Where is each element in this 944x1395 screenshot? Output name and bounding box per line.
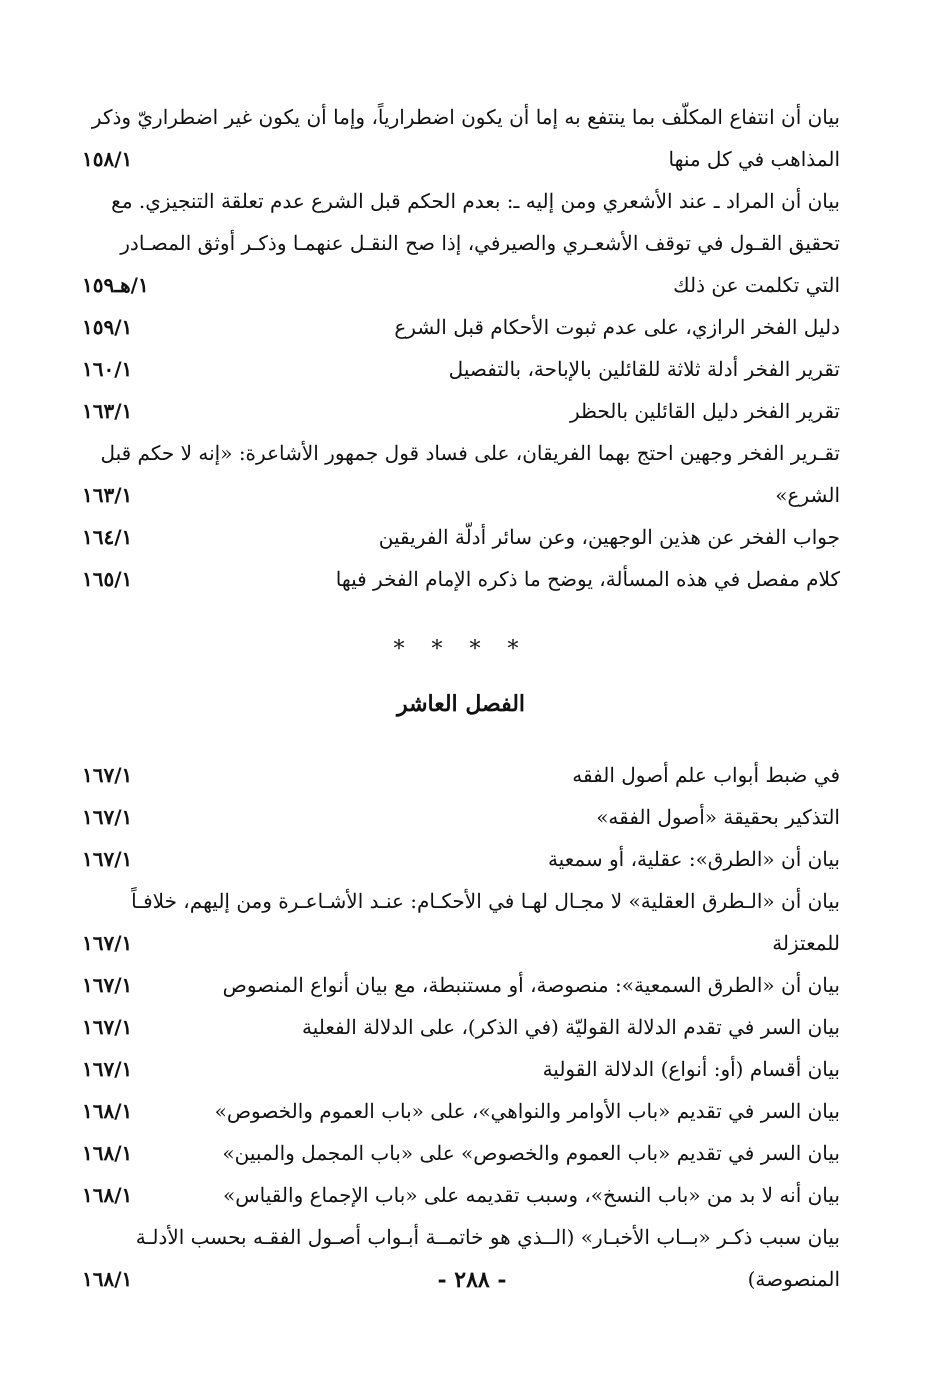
- chapter-entries-list: [82, 754, 840, 1300]
- entry-page-ref: ١٦٥/١: [82, 567, 133, 591]
- page-number: - ٢٨٨ -: [437, 1267, 507, 1293]
- entry-page-ref: ١٦٧/١: [82, 763, 133, 787]
- entry-last-line: [82, 558, 840, 600]
- page-content: [82, 96, 840, 1300]
- entry-text: بيان أن «الطرق»: عقلية، أو سمعية: [547, 847, 840, 871]
- entry-text: تحقيق القـول في توقف الأشعـري والصيرفي، إذا صح النقـل عنهمـا وذكـر أوثق المصـادر: [120, 231, 840, 255]
- entry-page-ref: ١٦٣/١: [82, 399, 133, 423]
- entry-text: للمعتزلة: [772, 931, 840, 955]
- entry-last-line: [82, 474, 840, 516]
- entry-page-ref: ١٦٣/١: [82, 483, 133, 507]
- entry-text: بيان أقسام (أو: أنواع) الدلالة القولية: [542, 1057, 840, 1081]
- entry-text: التي تكلمت عن ذلك: [673, 273, 840, 297]
- toc-entry: [82, 348, 840, 390]
- entry-text: تقـرير الفخر وجهين احتج بهما الفريقان، على فساد قول جمهور الأشاعرة: «إنه لا حكم قبل: [100, 441, 840, 465]
- entry-text: بيان السر في تقديم «باب الأوامر والنواهي»، على «باب العموم والخصوص»: [214, 1099, 840, 1123]
- entry-text: المنصوصة): [747, 1267, 840, 1291]
- toc-entry: [82, 1006, 840, 1048]
- entry-line: [82, 180, 840, 222]
- entry-text: التذكير بحقيقة «أصول الفقه»: [596, 805, 840, 829]
- entry-last-line: [82, 964, 840, 1006]
- entry-text: كلام مفصل في هذه المسألة، يوضح ما ذكره الإمام الفخر فيها: [335, 567, 840, 591]
- entry-last-line: [82, 1048, 840, 1090]
- section-separator: * * * *: [393, 637, 529, 662]
- entry-text: الشرع»: [775, 483, 840, 507]
- entry-last-line: [82, 264, 840, 306]
- toc-entry: [82, 96, 840, 180]
- entry-text: بيان السر في تقديم «باب العموم والخصوص» على «باب المجمل والمبين»: [222, 1141, 840, 1165]
- entry-page-ref: ١٦٨/١: [82, 1141, 133, 1165]
- top-entries-list: [82, 96, 840, 600]
- entry-text: بيان أن المراد ـ عند الأشعري ومن إليه ـ: بعدم الحكم قبل الشرع عدم تعلقة التنجيزي. مع: [111, 189, 840, 213]
- entry-page-ref: ١٦٧/١: [82, 847, 133, 871]
- entry-line: [82, 222, 840, 264]
- toc-entry: [82, 1174, 840, 1216]
- toc-entry: [82, 432, 840, 516]
- entry-page-ref: ١/هـ١٥٩: [82, 273, 149, 297]
- entry-page-ref: ١٦٨/١: [82, 1267, 133, 1291]
- entry-last-line: [82, 138, 840, 180]
- entry-line: [82, 1216, 840, 1258]
- entry-page-ref: ١٦٠/١: [82, 357, 133, 381]
- entry-last-line: [82, 1090, 840, 1132]
- toc-entry: [82, 390, 840, 432]
- entry-page-ref: ١٦٨/١: [82, 1183, 133, 1207]
- chapter-title: الفصل العاشر: [396, 691, 526, 717]
- entry-last-line: [82, 796, 840, 838]
- entry-text: بيان سبب ذكـر «بــاب الأخبـار» (الــذي هو خاتمــة أبـواب أصـول الفقـه بحسب الأدلـة: [135, 1225, 840, 1249]
- toc-entry: [82, 180, 840, 306]
- toc-entry: [82, 796, 840, 838]
- entry-last-line: [82, 1006, 840, 1048]
- toc-entry: [82, 964, 840, 1006]
- toc-entry: [82, 1132, 840, 1174]
- entry-text: جواب الفخر عن هذين الوجهين، وعن سائر أدلّة الفريقين: [378, 525, 840, 549]
- toc-entry: [82, 880, 840, 964]
- entry-text: بيان أن «الطرق السمعية»: منصوصة، أو مستنبطة، مع بيان أنواع المنصوص: [222, 973, 840, 997]
- entry-text: في ضبط أبواب علم أصول الفقه: [572, 763, 840, 787]
- entry-text: بيان أن «الـطرق العقلية» لا مجـال لهـا في الأحكـام: عنـد الأشـاعـرة ومن إليهم، خلافـاً: [131, 889, 840, 913]
- entry-page-ref: ١٦٤/١: [82, 525, 133, 549]
- entry-line: [82, 880, 840, 922]
- entry-page-ref: ١٦٧/١: [82, 973, 133, 997]
- entry-page-ref: ١٥٩/١: [82, 315, 133, 339]
- entry-text: بيان أنه لا بد من «باب النسخ»، وسبب تقديمه على «باب الإجماع والقياس»: [223, 1183, 840, 1207]
- entry-last-line: [82, 922, 840, 964]
- entry-last-line: [82, 348, 840, 390]
- entry-last-line: [82, 1174, 840, 1216]
- entry-text: المذاهب في كل منها: [668, 147, 840, 171]
- entry-last-line: [82, 516, 840, 558]
- entry-line: [82, 96, 840, 138]
- toc-entry: [82, 306, 840, 348]
- toc-entry: [82, 754, 840, 796]
- entry-page-ref: ١٦٧/١: [82, 805, 133, 829]
- entry-page-ref: ١٥٨/١: [82, 147, 133, 171]
- entry-page-ref: ١٦٧/١: [82, 1015, 133, 1039]
- toc-entry: [82, 516, 840, 558]
- toc-entry: [82, 1048, 840, 1090]
- entry-line: [82, 432, 840, 474]
- entry-last-line: [82, 306, 840, 348]
- toc-entry: [82, 558, 840, 600]
- entry-last-line: [82, 838, 840, 880]
- entry-page-ref: ١٦٨/١: [82, 1099, 133, 1123]
- toc-entry: [82, 838, 840, 880]
- entry-last-line: [82, 390, 840, 432]
- entry-text: تقرير الفخر أدلة ثلاثة للقائلين بالإباحة، بالتفصيل: [448, 357, 840, 381]
- entry-text: بيان السر في تقدم الدلالة القوليّة (في الذكر)، على الدلالة الفعلية: [302, 1015, 840, 1039]
- entry-page-ref: ١٦٧/١: [82, 1057, 133, 1081]
- entry-text: تقرير الفخر دليل القائلين بالحظر: [569, 399, 840, 423]
- entry-text: دليل الفخر الرازي، على عدم ثبوت الأحكام قبل الشرع: [394, 315, 840, 339]
- entry-last-line: [82, 1132, 840, 1174]
- entry-last-line: [82, 754, 840, 796]
- entry-text: بيان أن انتفاع المكلّف بما ينتفع به إما أن يكون اضطرارياً، وإما أن يكون غير اضطراريّ وذكر: [91, 105, 840, 129]
- entry-page-ref: ١٦٧/١: [82, 931, 133, 955]
- toc-entry: [82, 1090, 840, 1132]
